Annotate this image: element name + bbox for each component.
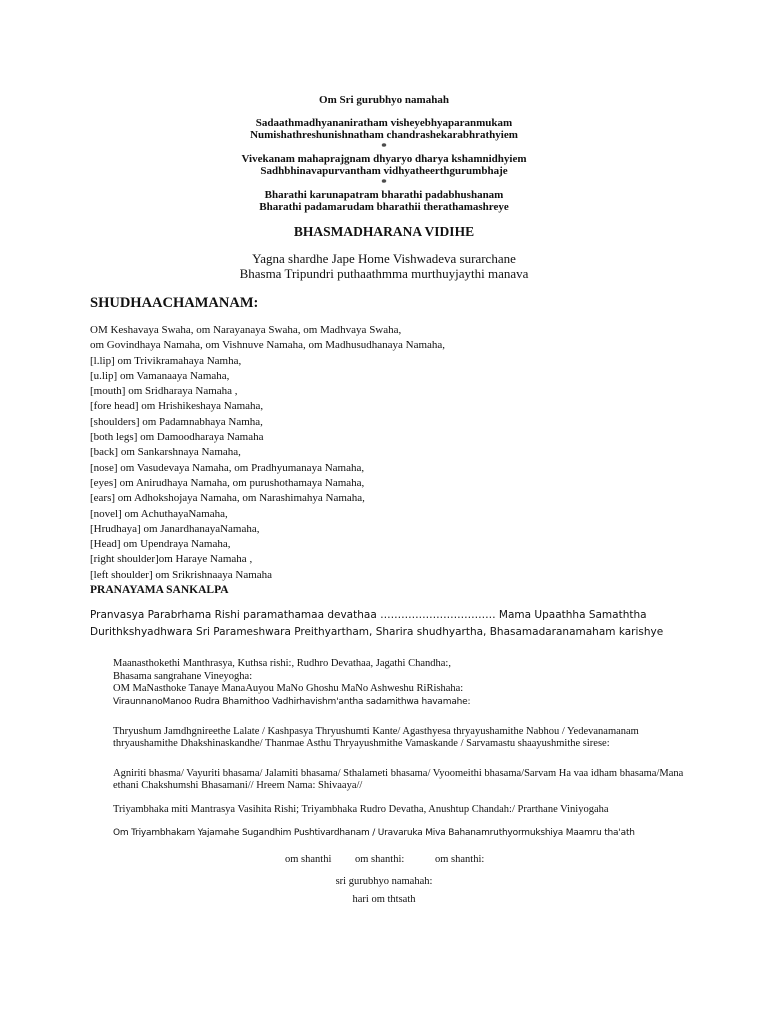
achamanam-line: [back] om Sankarshnaya Namaha, — [90, 446, 241, 459]
mantra-line: OM MaNasthoke Tanaye ManaAuyou MaNo Ghoshu MaNo Ashweshu RiRishaha: — [113, 683, 464, 695]
achamanam-list — [90, 323, 445, 598]
achamanam-line: [novel] om AchuthayaNamaha, — [90, 507, 228, 520]
dhyana-line: Bharathi padamarudam bharathii therathamashreye — [259, 201, 509, 213]
sankalpa-line: Durithkshyadhwara Sri Parameshwara Preithyartham, Sharira shudhyartha, Bhasamadaranamaham karishye — [90, 626, 664, 638]
achamanam-line: [nose] om Vasudevaya Namaha, om Pradhyumanaya Namaha, — [90, 461, 365, 474]
achamanam-line: OM Keshavaya Swaha, om Narayanaya Swaha, om Madhvaya Swaha, — [90, 324, 402, 336]
opening-verse — [0, 251, 768, 281]
achamanam-line: [shoulders] om Padamnabhaya Namha, — [90, 415, 263, 428]
achamanam-line: [ears] om Adhokshojaya Namaha, om Narashimahya Namaha, — [90, 492, 365, 505]
achamanam-line: [u.lip] om Vamanaaya Namaha, — [90, 369, 230, 382]
section-heading: SHUDHAACHAMANAM: — [90, 295, 259, 311]
achamanam-line: [fore head] om Hrishikeshaya Namaha, — [90, 400, 264, 413]
dhyana-line: Vivekanam mahaprajgnam dhyaryo dharya kshamnidhyiem — [241, 153, 527, 165]
document-title: BHASMADHARANA VIDIHE — [293, 224, 475, 239]
mantra-line: thryaushamithe Dhakshinaskandhe/ Thanmae Asthu Thryayushmithe Vamaskande / Sarvamastu shaayushmithe sirese: — [113, 738, 610, 749]
dhyana-separator: * — [381, 141, 387, 153]
verse-line: Yagna shardhe Jape Home Vishwadeva surarchane — [252, 251, 516, 266]
achamanam-line: [both legs] om Damoodharaya Namaha — [90, 431, 264, 444]
achamanam-line: [Head] om Upendraya Namaha, — [90, 538, 231, 551]
closing-line: sri gurubhyo namahah: — [335, 876, 433, 887]
mantra-line: Maanasthokethi Manthrasya, Kuthsa rishi:, Rudhro Devathaa, Jagathi Chandha:, — [113, 658, 451, 669]
dhyana-line: Sadaathmadhyananiratham visheyebhyaparanmukam — [255, 117, 513, 129]
invocation-line — [0, 94, 768, 106]
mantra-line: ViraunnanoManoo Rudra Bhamithoo Vadhirhavishm'antha sadamithwa havamahe: — [113, 696, 471, 707]
mantra-block-agniriti — [113, 768, 733, 792]
mantra-line: Bhasama sangrahane Vineyogha: — [113, 670, 253, 682]
mantra-line: Om Triyambhakam Yajamahe Sugandhim Pushtivardhanam / Uravaruka Miva Bahanamruthyormukshiya Maamru tha'ath — [113, 828, 635, 838]
dhyana-separator: * — [381, 177, 387, 189]
sankalpa-line: Pranvasya Parabrhama Rishi paramathamaa devathaa …………………………… Mama Upaathha Samaththa — [90, 609, 647, 621]
guru-dhyana-block — [0, 117, 768, 213]
shanti-word: om shanthi: — [355, 854, 405, 865]
achamanam-line: [eyes] om Anirudhaya Namaha, om purushothamaya Namaha, — [90, 476, 365, 489]
verse-line: Bhasma Tripundri puthaathmma murthuyjaythi manava — [239, 266, 529, 281]
mantra-line: ethani Chakshumshi Bhasamani// Hreem Nama: Shivaaya// — [113, 780, 363, 791]
mantra-block-maanasthoke — [113, 658, 733, 708]
dhyana-line: Numishathreshunishnatham chandrashekarabhrathyiem — [250, 129, 518, 141]
shanti-word: om shanthi: — [435, 854, 485, 865]
achamanam-line: [left shoulder] om Srikrishnaaya Namaha — [90, 568, 273, 581]
mantra-line: Agniriti bhasma/ Vayuriti bhasama/ Jalamiti bhasama/ Sthalameti bhasama/ Vyoomeithi bhasama/Sarvam Ha vaa idham bhasama/Mana — [113, 768, 684, 779]
invocation-text: Om Sri gurubhyo namahah — [319, 94, 449, 106]
mantra-block-triyambhaka — [113, 804, 733, 816]
mantra-block-thryushum — [113, 726, 733, 750]
closing-line: hari om thtsath — [352, 894, 416, 905]
achamanam-line: [mouth] om Sridharaya Namaha , — [90, 385, 238, 398]
mantra-block-mrityunjaya — [113, 827, 733, 840]
mantra-line: Thryushum Jamdhgnireethe Lalate / Kashpasya Thryushumti Kante/ Agasthyesa thryayushamithe Nabhou / Yedevanamanam — [113, 726, 639, 737]
achamanam-line: [Hrudhaya] om JanardhanayaNamaha, — [90, 522, 260, 535]
dhyana-line: Bharathi karunapatram bharathi padabhushanam — [264, 189, 504, 201]
mantra-line: Triyambhaka miti Mantrasya Vasihita Rishi; Triyambhaka Rudro Devatha, Anushtup Chandah:/ Prarthane Viniyogaha — [113, 804, 609, 815]
dhyana-line: Sadhbhinavapurvantham vidhyatheerthgurumbhaje — [260, 165, 508, 177]
pranayama-heading: PRANAYAMA SANKALPA — [90, 584, 229, 597]
shanti-word: om shanthi — [285, 854, 332, 865]
sankalpa-block — [90, 607, 663, 641]
achamanam-line: [l.lip] om Trivikramahaya Namha, — [90, 354, 242, 367]
achamanam-line: om Govindhaya Namaha, om Vishnuve Namaha, om Madhusudhanaya Namaha, — [90, 339, 446, 352]
achamanam-line: [right shoulder]om Haraye Namaha , — [90, 553, 253, 566]
